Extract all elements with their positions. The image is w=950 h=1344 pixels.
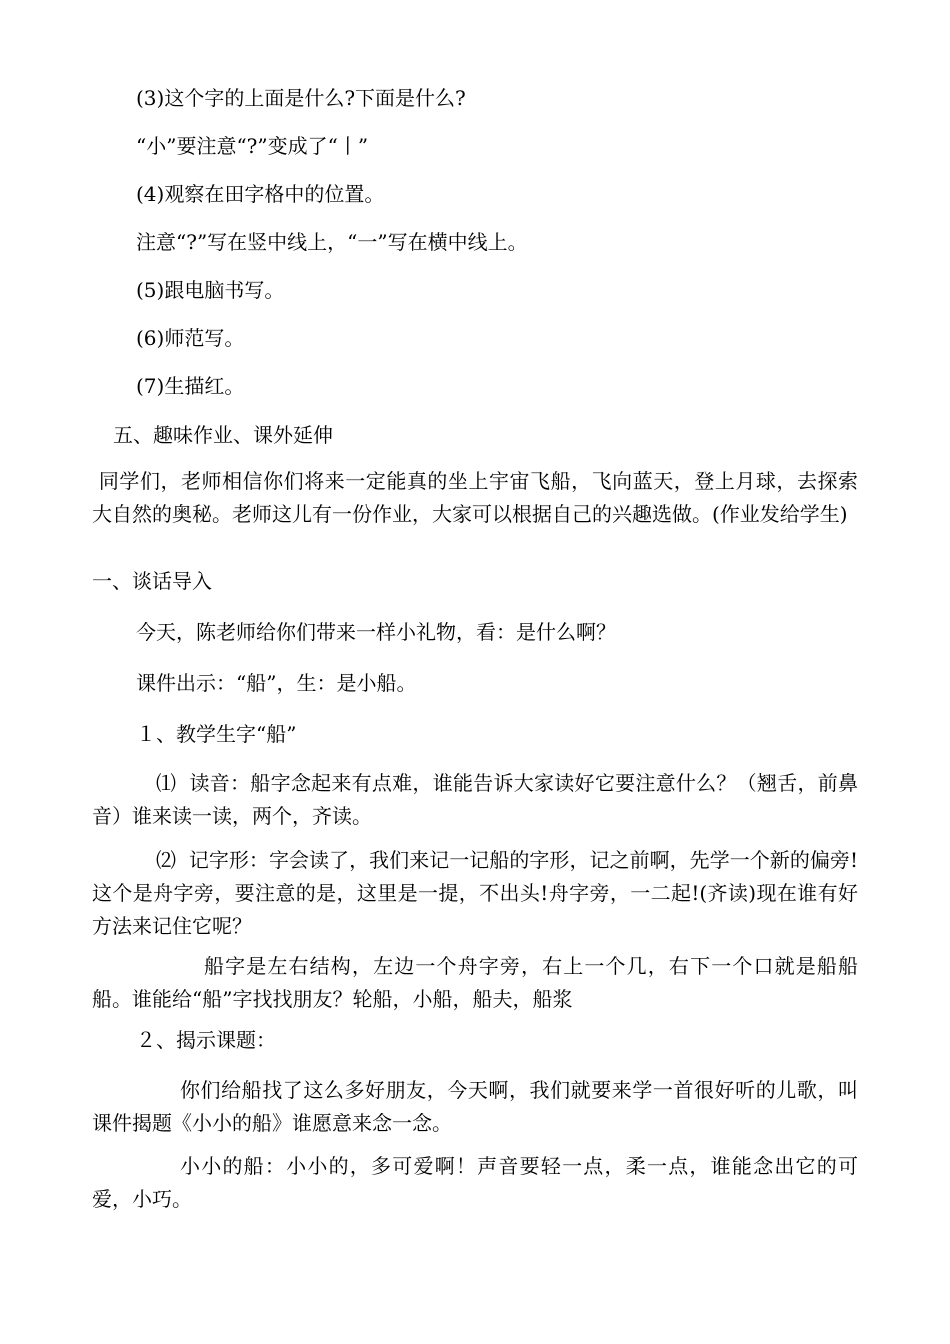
paragraph-step-5: (5)跟电脑书写。 bbox=[136, 278, 285, 302]
paragraph-intro-gift: 今天，陈老师给你们带来一样小礼物，看：是什么啊？ bbox=[136, 620, 616, 644]
paragraph-character-structure: 船字是左右结构，左边一个舟字旁，右上一个几，右下一个口就是船船船。谁能给“船”字找找朋友？轮船，小船，船夫，船浆 bbox=[92, 954, 858, 1011]
paragraph-step-4-note: 注意“?”写在竖中线上，“一”写在横中线上。 bbox=[136, 230, 528, 254]
paragraph-step-7: (7)生描红。 bbox=[136, 374, 245, 398]
paragraph-step-3: (3)这个字的上面是什么?下面是什么? bbox=[136, 86, 466, 110]
paragraph-step-3-note: “小”要注意“?”变成了“丨” bbox=[136, 134, 369, 158]
paragraph-step-6: (6)师范写。 bbox=[136, 326, 245, 350]
section-heading-homework: 五、趣味作业、课外延伸 bbox=[113, 423, 333, 447]
subheading-teach-character: １、教学生字“船” bbox=[136, 722, 297, 746]
paragraph-title-intro: 你们给船找了这么多好朋友，今天啊，我们就要来学一首很好听的儿歌，叫课件揭题《小小的船》谁愿意来念一念。 bbox=[92, 1078, 858, 1135]
section-heading-intro: 一、谈话导入 bbox=[92, 569, 212, 593]
subheading-reveal-title: ２、揭示课题： bbox=[136, 1028, 276, 1052]
paragraph-homework: 同学们，老师相信你们将来一定能真的坐上宇宙飞船，飞向蓝天，登上月球，去探索大自然的奥秘。老师这儿有一份作业，大家可以根据自己的兴趣选做。(作业发给学生) bbox=[92, 469, 858, 526]
paragraph-little-boat: 小小的船：小小的，多可爱啊！声音要轻一点，柔一点，谁能念出它的可爱，小巧。 bbox=[92, 1154, 858, 1211]
paragraph-step-4: (4)观察在田字格中的位置。 bbox=[136, 182, 385, 206]
paragraph-character-shape: ⑵ 记字形：字会读了，我们来记一记船的字形，记之前啊，先学一个新的偏旁!这个是舟字旁，要注意的是，这里是一提，不出头!舟字旁，一二起!(齐读)现在谁有好方法来记住它呢？ bbox=[92, 848, 858, 938]
paragraph-pronunciation: ⑴ 读音：船字念起来有点难，谁能告诉大家读好它要注意什么？（翘舌，前鼻音）谁来读一读，两个，齐读。 bbox=[92, 771, 858, 828]
paragraph-courseware: 课件出示：“船”，生：是小船。 bbox=[136, 671, 417, 695]
